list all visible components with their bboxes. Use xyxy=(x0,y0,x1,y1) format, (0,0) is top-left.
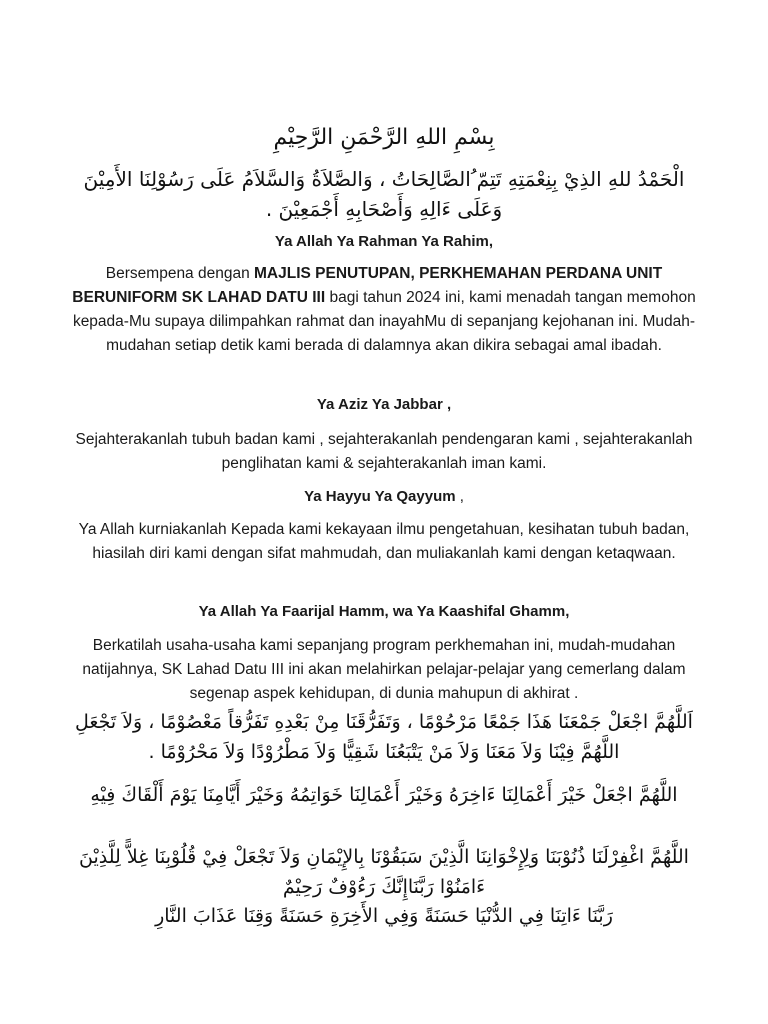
paragraph-majlis-event-name: MAJLIS PENUTUPAN, PERKHEMAHAN PERDANA UNIT BERUNIFORM SK LAHAD DATU III xyxy=(72,265,663,306)
arabic-dua-rabbana: رَبَّنَا ءَاتِنَا فِي الدُّنْيَا حَسَنَةً وَفِي الأَخِرَةِ حَسَنَةً وَقِنَا عَذَابَ النَّارِ xyxy=(155,905,613,927)
arabic-dua-khair: اللَّهُمَّ اجْعَلْ خَيْرَ أَعْمَالِنَا ءَاخِرَهُ وَخَيْرَ أَعْمَالِنَا خَوَاتِمُهُ وَخَيْرَ أَيَّامِنَا يَوْمَ أَلْقَاكَ فِيْهِ xyxy=(90,784,678,806)
heading-ya-allah-rahman: Ya Allah Ya Rahman Ya Rahim, xyxy=(274,233,494,250)
basmalah: بِسْمِ اللهِ الرَّحْمَنِ الرَّحِيْمِ xyxy=(273,125,495,150)
arabic-dua-maghfirah: اللَّهُمَّ اغْفِرْلَنَا ذُنُوْبَنَا وَلِإِخْوَانِنَا الَّذِيْنَ سَبَقُوْنَا بِالإِيْمَانِ وَلاَ تَجْعَلْ فِيْ قُلُوْبِنَا غِلاًّ لِلَّذِيْنَ ءَامَنُوْا رَبَّنَاإِنَّكَ رَءُوْفٌ رَحِيْمٌ xyxy=(79,846,689,898)
heading-ya-hayyu-bold: Ya Hayyu Ya Qayyum xyxy=(304,488,456,505)
heading-faarijal-hamm: Ya Allah Ya Faarijal Hamm, wa Ya Kaashifal Ghamm, xyxy=(198,603,570,620)
paragraph-majlis xyxy=(60,262,708,358)
paragraph-kurniakan: Ya Allah kurniakanlah Kepada kami kekayaan ilmu pengetahuan, kesihatan tubuh badan, hiasilah diri kami dengan sifat mahmudah, dan muliakanlah kami dengan ketaqwaan. xyxy=(78,521,690,562)
heading-ya-aziz: Ya Aziz Ya Jabbar , xyxy=(316,396,452,413)
arabic-dua-jamaah: اَللَّهُمَّ اجْعَلْ جَمْعَنَا هَذَا جَمْعًا مَرْحُوْمًا ، وَتَفَرُّقَنَا مِنْ بَعْدِهِ تَفَرُّقاً مَعْصُوْمًا ، وَلاَ تَجْعَلِ اللَّهُمَّ فِيْنَا وَلاَ مَعَنَا وَلاَ مَنْ يَتْبَعُنَا شَقِيًّا وَلاَ مَطْرُوْدًا وَلاَ مَحْرُوْمًا . xyxy=(75,711,693,763)
heading-ya-hayyu xyxy=(60,486,708,508)
paragraph-berkatilah: Berkatilah usaha-usaha kami sepanjang program perkhemahan ini, mudah-mudahan natijahnya, SK Lahad Datu III ini akan melahirkan pelajar-pelajar yang cemerlang dalam segenap aspek kehidupan, di dunia mahupun di akhirat . xyxy=(82,637,686,702)
hamdalah: الْحَمْدُ للهِ الذِيْ بِنِعْمَتِهِ تَتِمّ ُالصَّالِحَاتُ ، وَالصَّلاَةُ وَالسَّلاَمُ عَلَى رَسُوْلِنَا الأَمِيْنَ وَعَلَى ءَالِهِ وَأَصْحَابِهِ أَجْمَعِيْنَ . xyxy=(83,167,685,221)
paragraph-majlis-intro: Bersempena dengan xyxy=(105,265,255,282)
heading-ya-hayyu-comma: , xyxy=(455,488,464,505)
paragraph-sejahterakan: Sejahterakanlah tubuh badan kami , sejahterakanlah pendengaran kami , sejahterakanlah penglihatan kami & sejahterakanlah iman kami. xyxy=(75,431,693,472)
paragraph-majlis-body: bagi tahun 2024 ini, kami menadah tangan memohon kepada-Mu supaya dilimpahkan rahmat dan inayahMu di sepanjang kejohanan ini. Mudah-mudahan setiap detik kami berada di dalamnya akan dikira sebagai amal ibadah. xyxy=(72,289,696,354)
